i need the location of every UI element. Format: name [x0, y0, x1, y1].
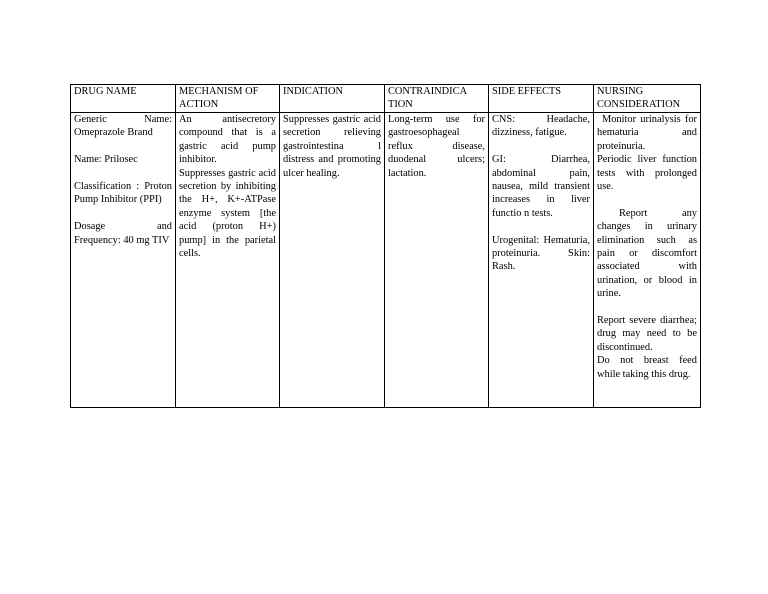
indication-text: Suppresses gastric acid secretion relieving gastrointestina l distress and promoting ulcer healing.: [283, 114, 381, 179]
side-effect-gi: GI: Diarrhea, abdominal pain, nausea, mild transient increases in liver functio n tests.: [492, 154, 590, 219]
cell-side-effects: [489, 113, 594, 408]
nursing-breast-feed: Do not breast feed while taking this drug.: [597, 355, 697, 380]
cell-nursing: [594, 113, 701, 408]
cell-indication: [280, 113, 385, 408]
header-nursing: NURSING CONSIDERATION: [594, 85, 701, 113]
cell-drug-name: [71, 113, 176, 408]
header-side-effects: SIDE EFFECTS: [489, 85, 594, 113]
generic-name: Generic Name: Omeprazole Brand: [74, 114, 172, 139]
nursing-diarrhea: Report severe diarrhea; drug may need to be discontinued.: [597, 315, 697, 353]
drug-card-table: [70, 84, 701, 408]
cell-mechanism: [176, 113, 280, 408]
table-row: [71, 113, 701, 408]
nursing-urinalysis: Monitor urinalysis for hematuria and proteinuria.: [597, 114, 697, 152]
contraindication-text: Long-term use for gastroesophageal reflux disease, duodenal ulcers; lactation.: [388, 114, 485, 179]
dosage: Dosage and Frequency: 40 mg TIV: [74, 221, 172, 246]
header-indication: INDICATION: [280, 85, 385, 113]
nursing-urinary-report: Report any changes in urinary elimination such as pain or discomfort associated with urination, or blood in urine.: [597, 207, 697, 300]
header-drug-name: DRUG NAME: [71, 85, 176, 113]
header-mechanism: MECHANISM OF ACTION: [176, 85, 280, 113]
brand-name: Name: Prilosec: [74, 154, 138, 166]
mechanism-p2: Suppresses gastric acid secretion by inhibiting the H+, K+-ATPase enzyme system [the acid (proton H+) pump] in the parietal cells.: [179, 167, 276, 260]
header-row: [71, 85, 701, 113]
classification: Classification : Proton Pump Inhibitor (PPI): [74, 181, 172, 206]
mechanism-p1: An antisecretory compound that is a gastric acid pump inhibitor.: [179, 114, 276, 166]
side-effect-urogenital: Urogenital: Hematuria, proteinuria. Skin: Rash.: [492, 234, 590, 273]
side-effect-cns: CNS: Headache, dizziness, fatigue.: [492, 114, 590, 139]
nursing-liver-tests: Periodic liver function tests with prolonged use.: [597, 154, 697, 193]
cell-contraindication: [385, 113, 489, 408]
header-contraindication: CONTRAINDICA TION: [385, 85, 489, 113]
